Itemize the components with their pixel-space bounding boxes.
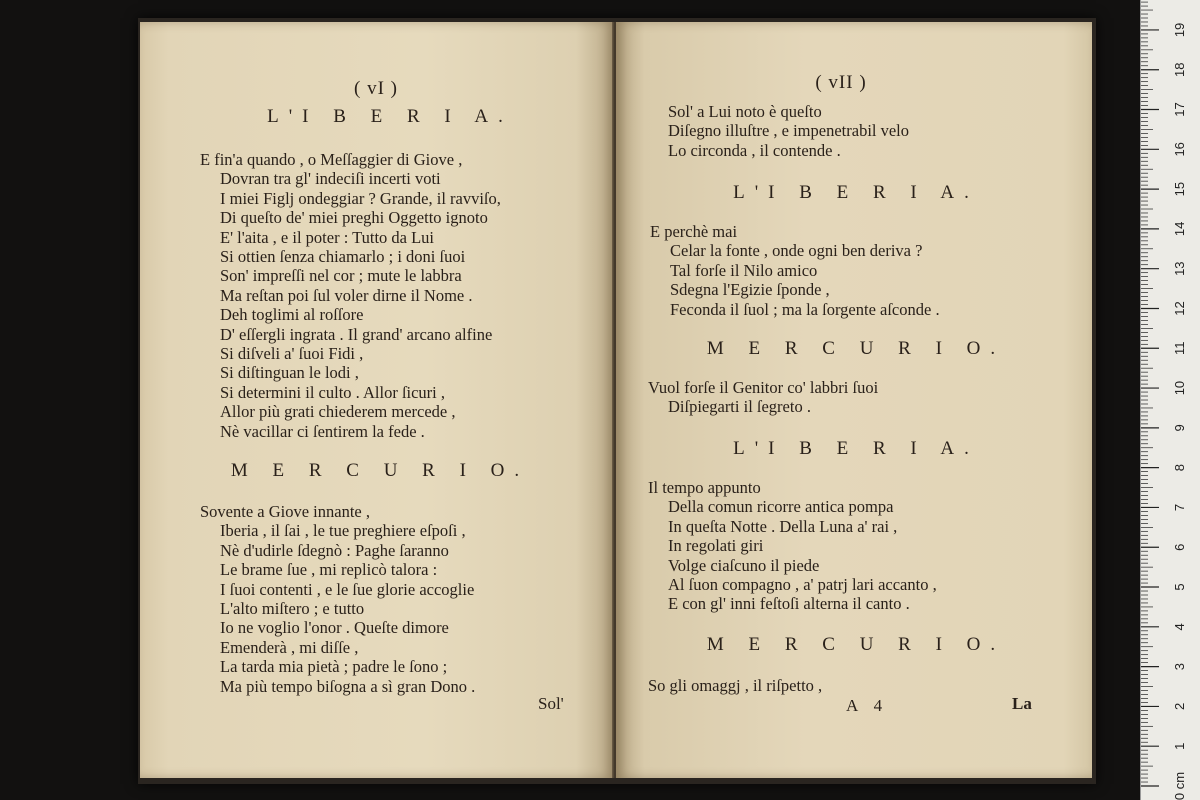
heading-mercurio: M E R C U R I O.: [706, 634, 1006, 655]
heading-mercurio: M E R C U R I O.: [230, 460, 530, 481]
verse-line: Si determini il culto . Allor ſicuri ,: [220, 382, 446, 402]
verse-line: E con gl' inni feſtoſi alterna il canto .: [668, 594, 910, 614]
verse-line: La tarda mia pietà ; padre le ſono ;: [220, 657, 448, 677]
verse-line: Sdegna l'Egizie ſponde ,: [670, 280, 830, 300]
verse-line: Le brame ſue , mi replicò talora :: [220, 560, 438, 580]
verse-line: Io ne voglio l'onor . Queſte dimore: [220, 618, 449, 638]
stanza: [668, 102, 909, 160]
verse-line: Nè vacillar ci ſentirem la fede .: [220, 421, 425, 441]
verse-line: Ma più tempo biſogna a sì gran Dono .: [220, 676, 476, 696]
verse-line: Si diſveli a' ſuoi Fidi ,: [220, 344, 364, 364]
ruler-label: 3: [1172, 663, 1187, 671]
verse-line: In queſta Notte . Della Luna a' rai ,: [668, 516, 898, 536]
verse-line: Dovran tra gl' indeciſi incerti voti: [220, 169, 441, 189]
signature-mark: A 4: [846, 696, 889, 715]
ruler-label: 19: [1172, 22, 1187, 38]
verse-line: I ſuoi contenti , e le ſue glorie accoglie: [220, 579, 475, 599]
verse-line: In regolati giri: [668, 536, 764, 556]
verse-line: Il tempo appunto: [648, 478, 761, 497]
catchword: Sol': [538, 694, 564, 713]
verse-line: Al ſuon compagno , a' patrj lari accanto ,: [668, 575, 937, 595]
heading-mercurio: M E R C U R I O.: [706, 338, 1006, 359]
page-number: ( vII ): [815, 72, 867, 93]
verse-line: Nè d'udirle ſdegnò : Paghe ſaranno: [220, 540, 449, 560]
ruler-label: 11: [1172, 341, 1187, 356]
verse-line: Sol' a Lui noto è queſto: [668, 102, 822, 121]
verse-line: E perchè mai: [650, 222, 738, 241]
verse-line: L'alto miſtero ; e tutto: [220, 599, 365, 619]
verse-line: Volge ciaſcuno il piede: [668, 555, 820, 575]
ruler-label: 7: [1172, 503, 1187, 512]
verse-line: So gli omaggj , il riſpetto ,: [648, 676, 823, 695]
page-number: ( vI ): [354, 78, 398, 99]
verse-line: Emenderà , mi diſſe ,: [220, 637, 359, 657]
verse-line: E fin'a quando , o Meſſaggier di Giove ,: [200, 150, 463, 169]
ruler-label: 6: [1172, 543, 1187, 551]
left-page: [140, 22, 614, 778]
ruler-scale: [1141, 0, 1200, 800]
verse-line: D' eſſergli ingrata . Il grand' arcano alfine: [220, 324, 493, 344]
right-page: [616, 22, 1092, 778]
verse-line: Allor più grati chiederem mercede ,: [220, 402, 456, 422]
verse-line: Sovente a Giove innante ,: [200, 502, 370, 521]
ruler-label: 17: [1172, 102, 1187, 117]
verse-line: Ma reſtan poi ſul voler dirne il Nome .: [220, 285, 473, 305]
catchword: La: [1012, 694, 1032, 713]
verse-line: Son' impreſſi nel cor ; mute le labbra: [220, 266, 462, 286]
ruler-label: 4: [1172, 623, 1187, 631]
ruler-label: 16: [1172, 142, 1187, 157]
verse-line: I miei Figlj ondeggiar ? Grande, il ravviſo,: [220, 188, 501, 208]
stanza: [200, 502, 475, 696]
verse-line: Tal forſe il Nilo amico: [670, 260, 818, 280]
measurement-ruler: [1140, 0, 1200, 800]
verse-line: Lo circonda , il contende .: [668, 140, 841, 160]
heading-liberia: L'I B E R I A.: [733, 182, 979, 203]
ruler-label: 9: [1172, 424, 1187, 432]
verse-line: Si ottien ſenza chiamarlo ; i doni ſuoi: [220, 247, 466, 267]
stanza: [648, 378, 878, 417]
ruler-label: 15: [1172, 181, 1187, 197]
ruler-label: 8: [1172, 464, 1187, 472]
heading-liberia: L'I B E R I A.: [733, 438, 979, 459]
ruler-label: 1: [1172, 742, 1187, 750]
ruler-label: 5: [1172, 583, 1187, 591]
verse-line: Si diſtinguan le lodi ,: [220, 363, 359, 383]
verse-line: E' l'aita , e il poter : Tutto da Lui: [220, 227, 435, 247]
verse-line: Deh toglimi al roſſore: [220, 305, 364, 325]
verse-line: Della comun ricorre antica pompa: [668, 497, 894, 517]
verse-line: Diſegno illuſtre , e impenetrabil velo: [668, 121, 910, 141]
verse-line: Vuol forſe il Genitor co' labbri ſuoi: [648, 378, 879, 397]
ruler-label: 0 cm: [1172, 771, 1187, 800]
verse-line: Iberia , il ſai , le tue preghiere eſpoſi ,: [220, 521, 466, 541]
verse-line: Celar la fonte , onde ogni ben deriva ?: [670, 241, 923, 261]
ruler-label: 10: [1172, 380, 1187, 396]
verse-line: Feconda il ſuol ; ma la ſorgente aſconde .: [670, 299, 940, 319]
ruler-label: 12: [1172, 301, 1187, 316]
verse-line: Di queſto de' miei preghi Oggetto ignoto: [220, 208, 488, 228]
verse-line: Diſpiegarti il ſegreto .: [668, 397, 811, 417]
stanza: [648, 676, 822, 695]
stanza: [200, 150, 501, 441]
stanza: [650, 222, 940, 319]
ruler-label: 14: [1172, 221, 1187, 237]
heading-liberia: L'I B E R I A.: [267, 106, 513, 127]
stanza: [648, 478, 937, 614]
ruler-label: 13: [1172, 261, 1187, 276]
ruler-label: 18: [1172, 62, 1187, 77]
ruler-label: 2: [1172, 702, 1187, 711]
